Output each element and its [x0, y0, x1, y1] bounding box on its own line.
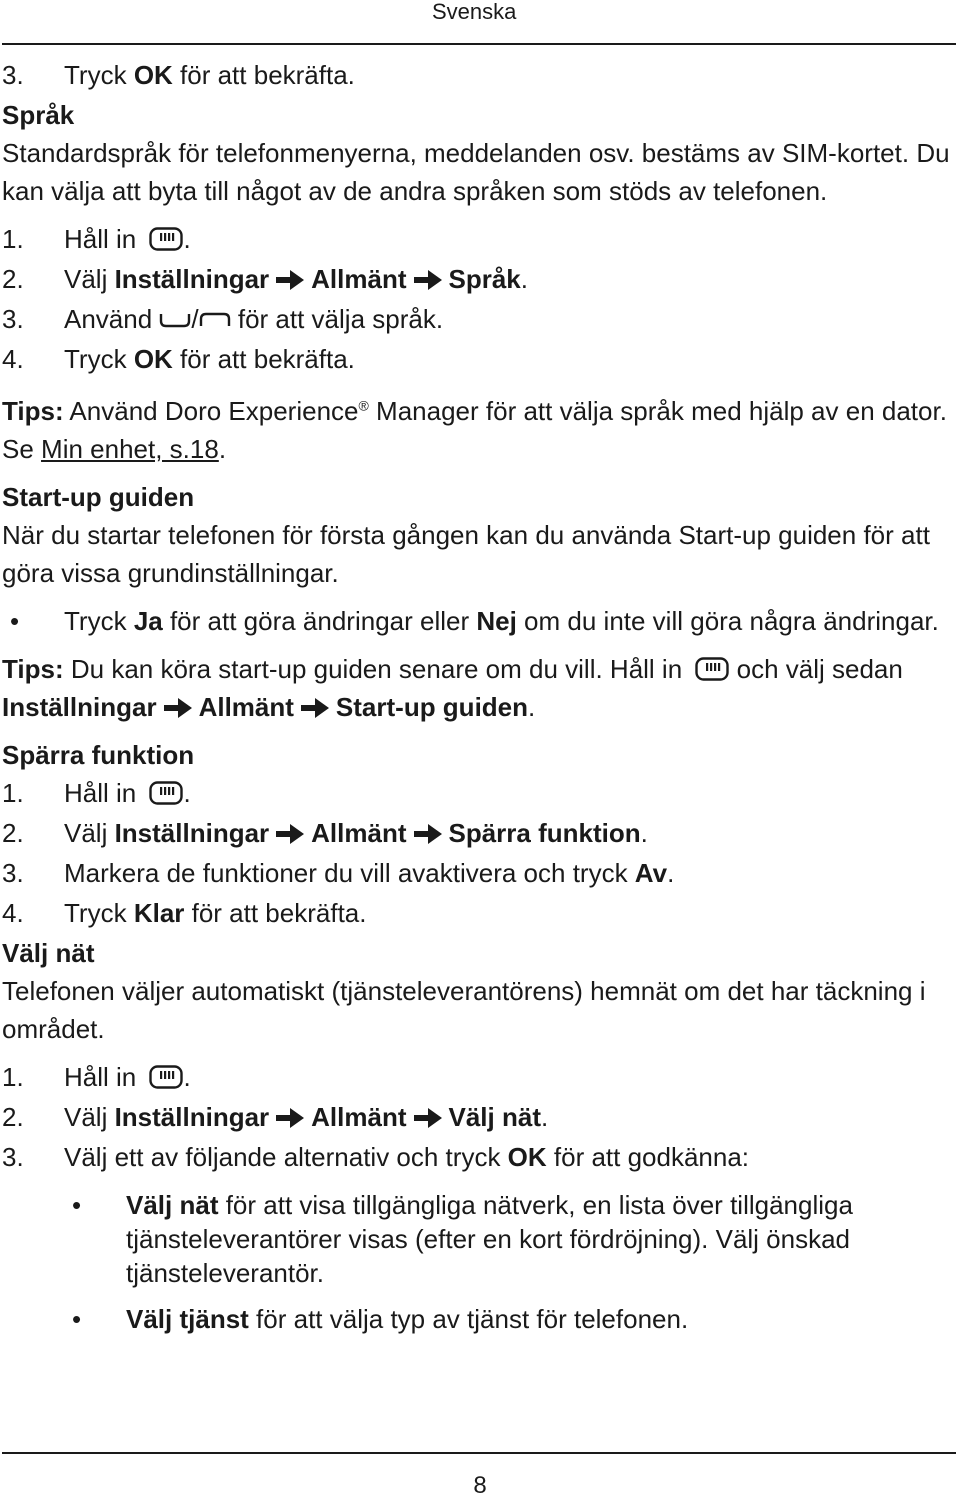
valj-nat-step-1	[2, 1058, 952, 1096]
bullet-dot: •	[10, 606, 20, 636]
step-number: 2.	[2, 1102, 24, 1132]
right-arrow-icon	[275, 823, 305, 845]
menu-key-icon	[149, 781, 183, 805]
link-min-enhet[interactable]: Min enhet, s.18	[41, 434, 219, 464]
section-paragraph-sprak: Standardspråk för telefonmenyerna, meddelanden osv. bestäms av SIM-kortet. Du kan välja att byta till något av de andra språken som stöds av telefonen.	[2, 138, 950, 206]
section-heading-sparra: Spärra funktion	[2, 740, 195, 770]
sprak-step-3	[2, 300, 952, 338]
step-text: Använd / för att välja språk.	[64, 304, 444, 334]
step-text: Tryck Klar för att bekräfta.	[64, 898, 367, 928]
sparra-step-2	[2, 814, 952, 852]
step-number: 2.	[2, 264, 24, 294]
valj-nat-bullet-1	[2, 1186, 952, 1290]
step-text: Håll in .	[64, 224, 191, 254]
right-arrow-icon	[413, 823, 443, 845]
sprak-step-4	[2, 340, 952, 378]
step-number: 1.	[2, 224, 24, 254]
step-text: Välj Inställningar Allmänt Välj nät.	[64, 1102, 549, 1132]
step-text: Tryck OK för att bekräfta.	[64, 60, 355, 90]
step-text: Håll in .	[64, 1062, 191, 1092]
bullet-dot: •	[72, 1190, 82, 1220]
step-text: Välj Inställningar Allmänt Språk.	[64, 264, 528, 294]
section-heading-startup: Start-up guiden	[2, 482, 195, 512]
section-heading-sprak: Språk	[2, 100, 75, 130]
right-arrow-icon	[413, 269, 443, 291]
step-number: 3.	[2, 60, 24, 90]
step-text: Välj ett av följande alternativ och tryck OK för att godkänna:	[64, 1142, 750, 1172]
page-number: 8	[473, 1472, 487, 1499]
right-arrow-icon	[275, 269, 305, 291]
right-arrow-icon	[413, 1107, 443, 1129]
valj-nat-step-2	[2, 1098, 952, 1136]
right-arrow-icon	[300, 697, 330, 719]
startup-bullet	[2, 602, 952, 640]
sparra-step-3	[2, 854, 952, 892]
page-content	[2, 56, 952, 1338]
section-paragraph-valj-nat: Telefonen väljer automatiskt (tjänsteleverantörens) hemnät om det har täckning i området.	[2, 976, 926, 1044]
menu-key-icon	[149, 227, 183, 251]
step-number: 4.	[2, 898, 24, 928]
right-arrow-icon	[163, 697, 193, 719]
bullet-text: Välj tjänst för att välja typ av tjänst för telefonen.	[126, 1304, 689, 1334]
step-number: 1.	[2, 1062, 24, 1092]
step-number: 4.	[2, 344, 24, 374]
step-text: Tryck OK för att bekräfta.	[64, 344, 355, 374]
header-language: Svenska	[432, 0, 517, 24]
nav-down-icon	[159, 312, 191, 328]
step-text: Håll in .	[64, 778, 191, 808]
bullet-text: Välj nät för att visa tillgängliga nätverk, en lista över tillgängliga tjänsteleverantörer visas (efter en kort fördröjning). Välj önskad tjänsteleverantör.	[126, 1190, 853, 1288]
sprak-step-2	[2, 260, 952, 298]
menu-key-icon	[695, 657, 729, 681]
sprak-step-1	[2, 220, 952, 258]
nav-up-icon	[199, 312, 231, 328]
sparra-step-1	[2, 774, 952, 812]
bullet-dot: •	[72, 1304, 82, 1334]
intro-step	[2, 56, 952, 94]
section-paragraph-startup: När du startar telefonen för första gången kan du använda Start-up guiden för att göra vissa grundinställningar.	[2, 520, 930, 588]
bullet-text: Tryck Ja för att göra ändringar eller Nej om du inte vill göra några ändringar.	[64, 606, 939, 636]
step-number: 1.	[2, 778, 24, 808]
page-header	[0, 0, 960, 46]
step-number: 2.	[2, 818, 24, 848]
footer-rule	[2, 1452, 956, 1454]
header-rule	[2, 43, 956, 45]
sparra-step-4	[2, 894, 952, 932]
step-text: Välj Inställningar Allmänt Spärra funktion.	[64, 818, 648, 848]
menu-key-icon	[149, 1065, 183, 1089]
tip-startup: Tips: Du kan köra start-up guiden senare om du vill. Håll in och välj sedan Inställningar Allmänt Start-up guiden.	[2, 654, 903, 722]
step-text: Markera de funktioner du vill avaktivera och tryck Av.	[64, 858, 675, 888]
valj-nat-bullet-2	[2, 1300, 952, 1338]
right-arrow-icon	[275, 1107, 305, 1129]
step-number: 3.	[2, 1142, 24, 1172]
step-number: 3.	[2, 858, 24, 888]
section-heading-valj-nat: Välj nät	[2, 938, 95, 968]
valj-nat-step-3	[2, 1138, 952, 1176]
step-number: 3.	[2, 304, 24, 334]
tip-sprak: Tips: Använd Doro Experience® Manager för att välja språk med hjälp av en dator. Se Min enhet, s.18.	[2, 396, 947, 464]
